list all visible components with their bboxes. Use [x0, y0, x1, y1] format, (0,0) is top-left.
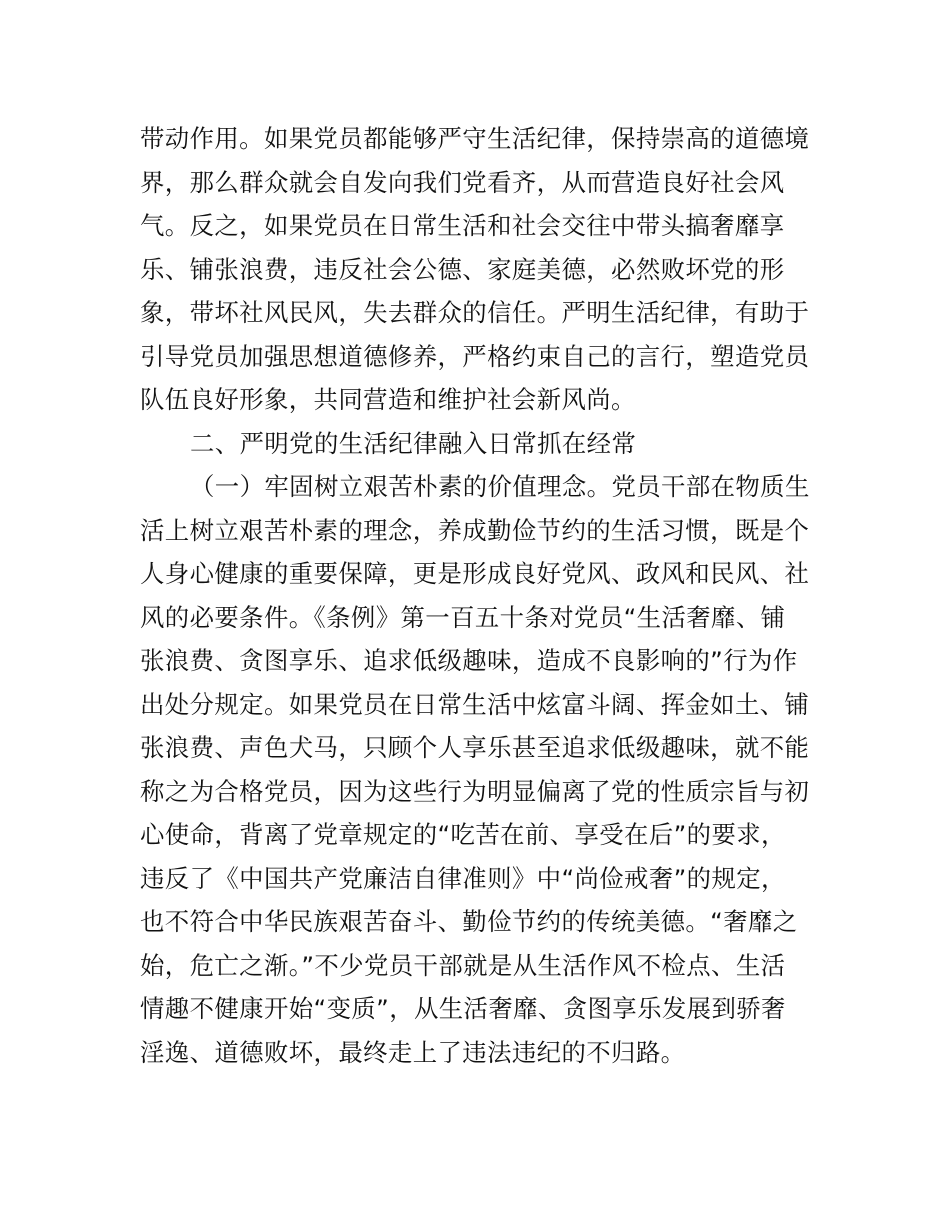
text-line: 乐、铺张浪费，违反社会公德、家庭美德，必然败坏党的形 [140, 254, 785, 284]
text-line: 心使命，背离了党章规定的“吃苦在前、享受在后”的要求， [140, 820, 786, 849]
document-body [140, 117, 820, 1074]
paragraph-1 [140, 117, 820, 422]
text-line: 人身心健康的重要保障，更是形成良好党风、政风和民风、社 [140, 559, 810, 588]
paragraph-2 [140, 465, 820, 1074]
text-line: 淫逸、道德败坏，最终走上了违法违纪的不归路。 [140, 1037, 686, 1067]
text-line: 情趣不健康开始“变质”，从生活奢靡、贪图享乐发展到骄奢 [140, 994, 786, 1023]
text-line: 张浪费、声色犬马，只顾个人享乐甚至追求低级趣味，就不能 [140, 733, 810, 762]
text-line: 界，那么群众就会自发向我们党看齐，从而营造良好社会风 [140, 167, 785, 197]
text-line: 风的必要条件。《条例》第一百五十条对党员“生活奢靡、铺 [140, 602, 786, 632]
text-line: 张浪费、贪图享乐、追求低级趣味，造成不良影响的”行为作 [140, 646, 798, 675]
text-line: 违反了《中国共产党廉洁自律准则》中“尚俭戒奢”的规定， [140, 863, 786, 893]
text-line: 称之为合格党员，因为这些行为明显偏离了党的性质宗旨与初 [140, 776, 810, 806]
text-line: 出处分规定。如果党员在日常生活中炫富斗阔、挥金如土、铺 [140, 689, 810, 719]
text-line: 带动作用。如果党员都能够严守生活纪律，保持崇高的道德境 [140, 124, 810, 153]
text-line: 象，带坏社风民风，失去群众的信任。严明生活纪律，有助于 [140, 298, 810, 327]
text-line: 也不符合中华民族艰苦奋斗、勤俭节约的传统美德。“奢靡之 [140, 907, 798, 936]
text-line: 队伍良好形象，共同营造和维护社会新风尚。 [140, 385, 636, 414]
section-heading: 二、严明党的生活纪律融入日常抓在经常 [190, 428, 637, 458]
text-line: （一）牢固树立艰苦朴素的价值理念。党员干部在物质生 [190, 472, 810, 501]
text-line: 气。反之，如果党员在日常生活和社会交往中带头搞奢靡享 [140, 211, 785, 240]
text-line: 引导党员加强思想道德修养，严格约束自己的言行，塑造党员 [140, 341, 810, 371]
text-line: 活上树立艰苦朴素的理念，养成勤俭节约的生活习惯，既是个 [140, 515, 810, 545]
text-line: 始，危亡之渐。”不少党员干部就是从生活作风不检点、生活 [140, 950, 786, 980]
